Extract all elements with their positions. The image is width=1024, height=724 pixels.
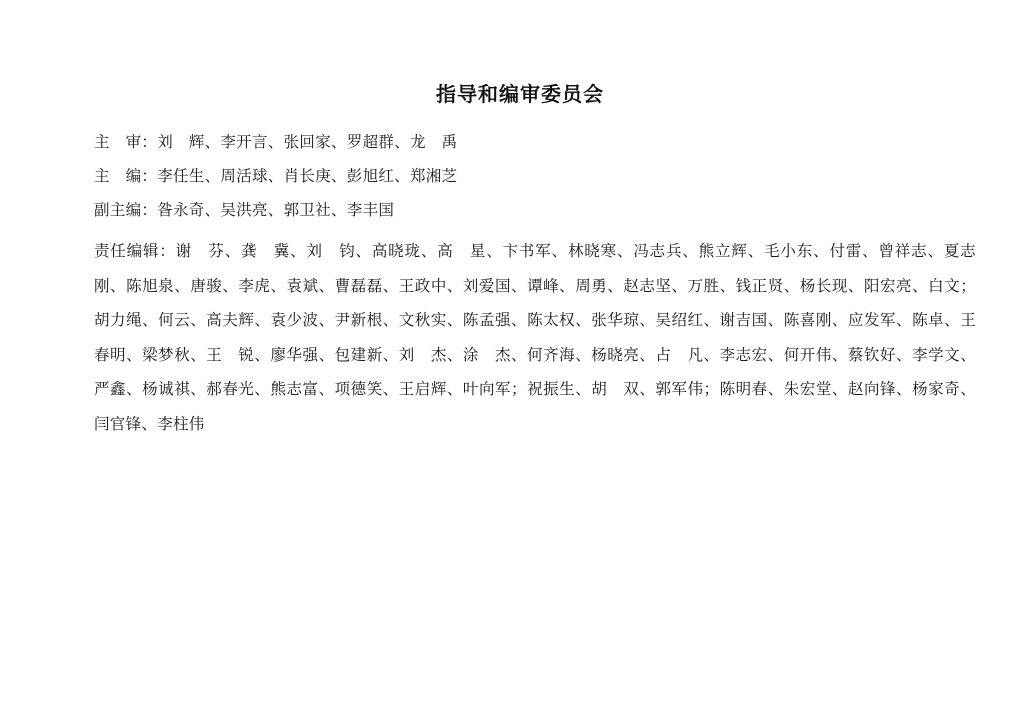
chief-reviewer-line: 主 审：刘 辉、李开言、张回家、罗超群、龙 禹	[94, 133, 458, 151]
chief-editor-line: 主 编：李任生、周活球、肖长庚、彭旭红、郑湘芝	[94, 167, 458, 185]
responsible-editors-paragraph: 责任编辑：谢 芬、龚 冀、刘 钧、高晓珑、高 星、卞书军、林晓寒、冯志兵、熊立辉、毛小东、付雷、曾祥志、夏志刚、陈旭泉、唐骏、李虎、袁斌、曹磊磊、王政中、刘爱国、谭峰、周勇、赵志坚、万胜、钱正贤、杨长现、阳宏亮、白文；胡力绳、何云、高夫辉、袁少波、尹新根、文秋实、陈孟强、陈太权、张华琼、吴绍红、谢吉国、陈喜刚、应发军、陈卓、王春明、梁梦秋、王 锐、廖华强、包建新、刘 杰、涂 杰、何齐海、杨晓亮、占 凡、李志宏、何开伟、蔡钦好、李学文、严鑫、杨诚祺、郝春光、熊志富、项德笑、王启辉、叶向军；祝振生、胡 双、郭军伟；陈明春、朱宏堂、赵向锋、杨家奇、闫官锋、李柱伟	[94, 242, 976, 433]
page-title: 指导和编审委员会	[436, 82, 604, 106]
deputy-chief-editor-line: 副主编：昝永奇、吴洪亮、郭卫社、李丰国	[94, 201, 395, 219]
